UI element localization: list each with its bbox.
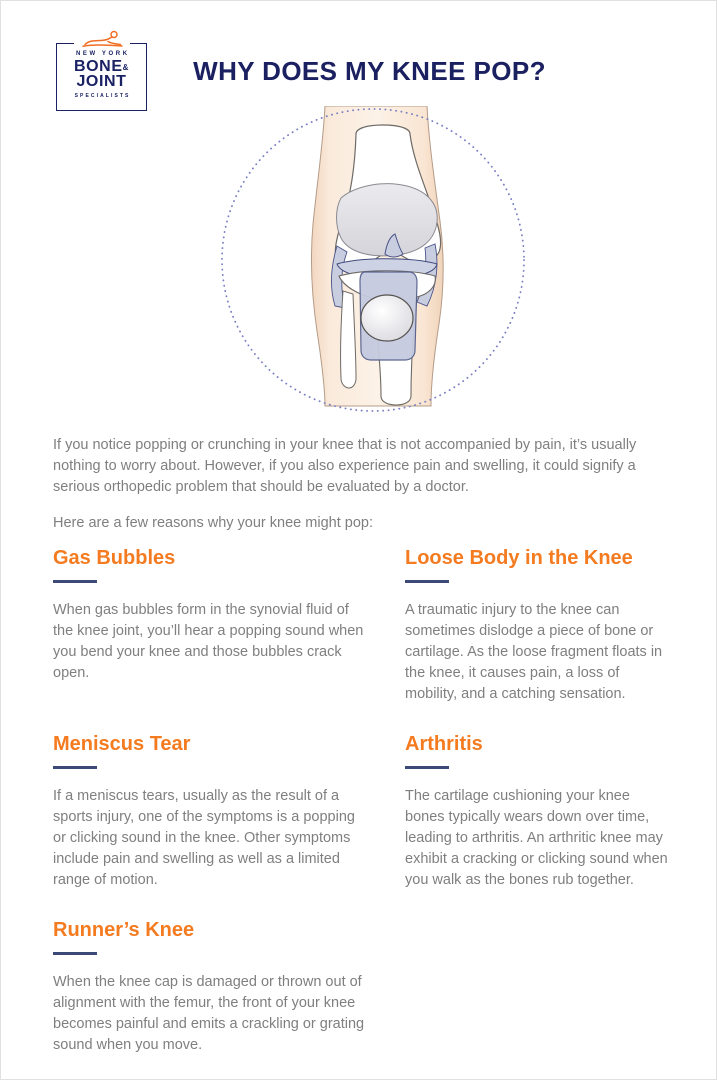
heading-underline [53, 766, 97, 769]
section-arthritis [405, 731, 673, 891]
heading-underline [405, 766, 449, 769]
section-heading: Runner’s Knee [53, 919, 195, 941]
section-runners-knee [53, 917, 369, 1056]
section-loose-body [405, 545, 673, 705]
intro-block [53, 435, 669, 534]
logo-word-bone: BONE& [73, 58, 130, 75]
section-body: A traumatic injury to the knee can sometimes dislodge a piece of bone or cartilage. As the loose fragment floats in the knee, it causes pain, a loss of mobility, and a catching sensation. [405, 602, 663, 702]
fibula-bone [341, 291, 356, 388]
heading-underline [53, 952, 97, 955]
section-heading: Meniscus Tear [53, 733, 191, 755]
section-body: When the knee cap is damaged or thrown out of alignment with the femur, the front of your knee becomes painful and emits a crackling or grating sound when you move. [53, 974, 365, 1053]
intro-lead-in: Here are a few reasons why your knee might pop: [53, 515, 373, 531]
logo-word-joint: JOINT [76, 73, 127, 90]
section-body: When gas bubbles form in the synovial fluid of the knee joint, you’ll hear a popping sound when you bend your knee and those bubbles crack open. [53, 602, 364, 681]
knee-illustration [213, 106, 533, 424]
reasons-grid [53, 545, 673, 1056]
section-heading: Arthritis [405, 733, 483, 755]
section-meniscus-tear [53, 731, 369, 891]
heading-underline [53, 580, 97, 583]
section-gas-bubbles [53, 545, 369, 705]
logo-ampersand: & [122, 63, 130, 72]
empty-grid-cell [405, 917, 673, 1056]
section-body: If a meniscus tears, usually as the result of a sports injury, one of the symptoms is a popping or clicking sound in the knee. Other symptoms include pain and swelling as well as a limited range of motion. [53, 788, 355, 888]
reclining-figure-icon [74, 29, 130, 49]
section-heading: Gas Bubbles [53, 547, 176, 569]
logo-subtitle: SPECIALISTS [74, 93, 131, 99]
intro-paragraph: If you notice popping or crunching in your knee that is not accompanied by pain, it’s usually nothing to worry about. However, if you also experience pain and swelling, it could signify a serious orthopedic problem that should be evaluated by a doctor. [53, 437, 637, 495]
heading-underline [405, 580, 449, 583]
patella-bone [361, 295, 413, 341]
logo-city: NEW YORK [75, 51, 130, 57]
section-heading: Loose Body in the Knee [405, 547, 633, 569]
page-title: WHY DOES MY KNEE POP? [193, 56, 546, 86]
section-body: The cartilage cushioning your knee bones typically wears down over time, leading to arthritis. An arthritic knee may exhibit a cracking or clicking sound when you walk as the bones rub together. [405, 788, 668, 888]
